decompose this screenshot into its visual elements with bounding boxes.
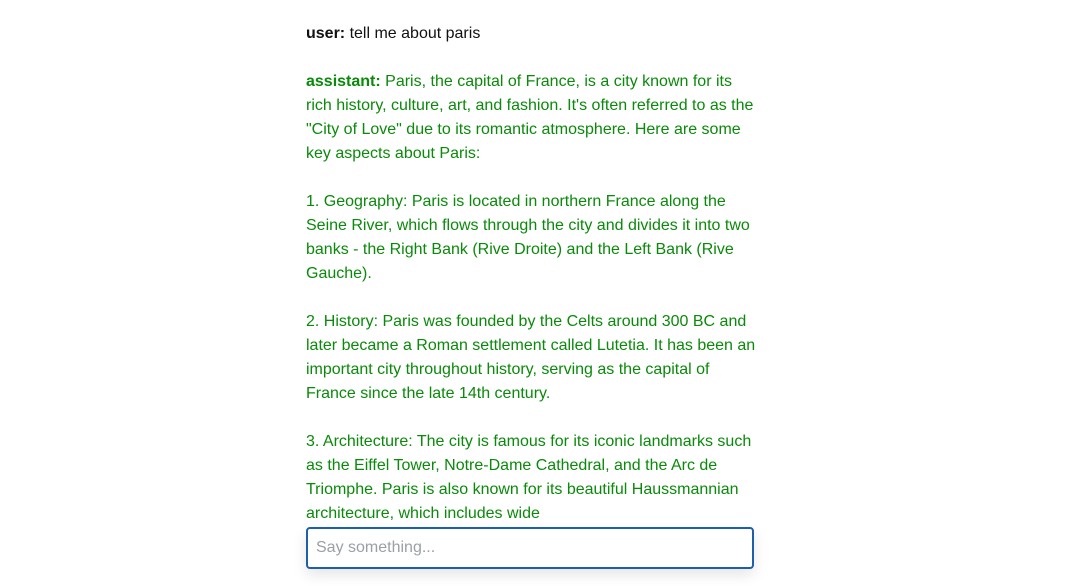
- assistant-paragraph: 1. Geography: Paris is located in northern France along the Seine River, which flows through the city and divides it into two banks - the Right Bank (Rive Droite) and the Left Bank (Rive Gauche).: [306, 193, 750, 282]
- assistant-role-label: assistant:: [306, 73, 381, 90]
- assistant-paragraph: 2. History: Paris was founded by the Celts around 300 BC and later became a Roman settlement called Lutetia. It has been an important city throughout history, serving as the capital of France since the late 14th century.: [306, 313, 756, 402]
- assistant-paragraph: [306, 70, 758, 166]
- chat-input[interactable]: [306, 527, 754, 569]
- assistant-paragraph-text: Paris, the capital of France, is a city known for its rich history, culture, art, and fashion. It's often referred to as the "City of Love" due to its romantic atmosphere. Here are some key aspects about Paris:: [306, 73, 754, 162]
- assistant-message: [306, 70, 758, 524]
- chat-transcript: [306, 22, 758, 524]
- user-message-text: tell me about paris: [349, 25, 481, 42]
- user-message: [306, 22, 758, 46]
- chat-input-container: [306, 527, 754, 569]
- assistant-paragraph: 3. Architecture: The city is famous for its iconic landmarks such as the Eiffel Tower, Notre-Dame Cathedral, and the Arc de Triomphe. Paris is also known for its beautiful Haussmannian architecture, which includes wide: [306, 433, 752, 522]
- user-role-label: user:: [306, 25, 346, 42]
